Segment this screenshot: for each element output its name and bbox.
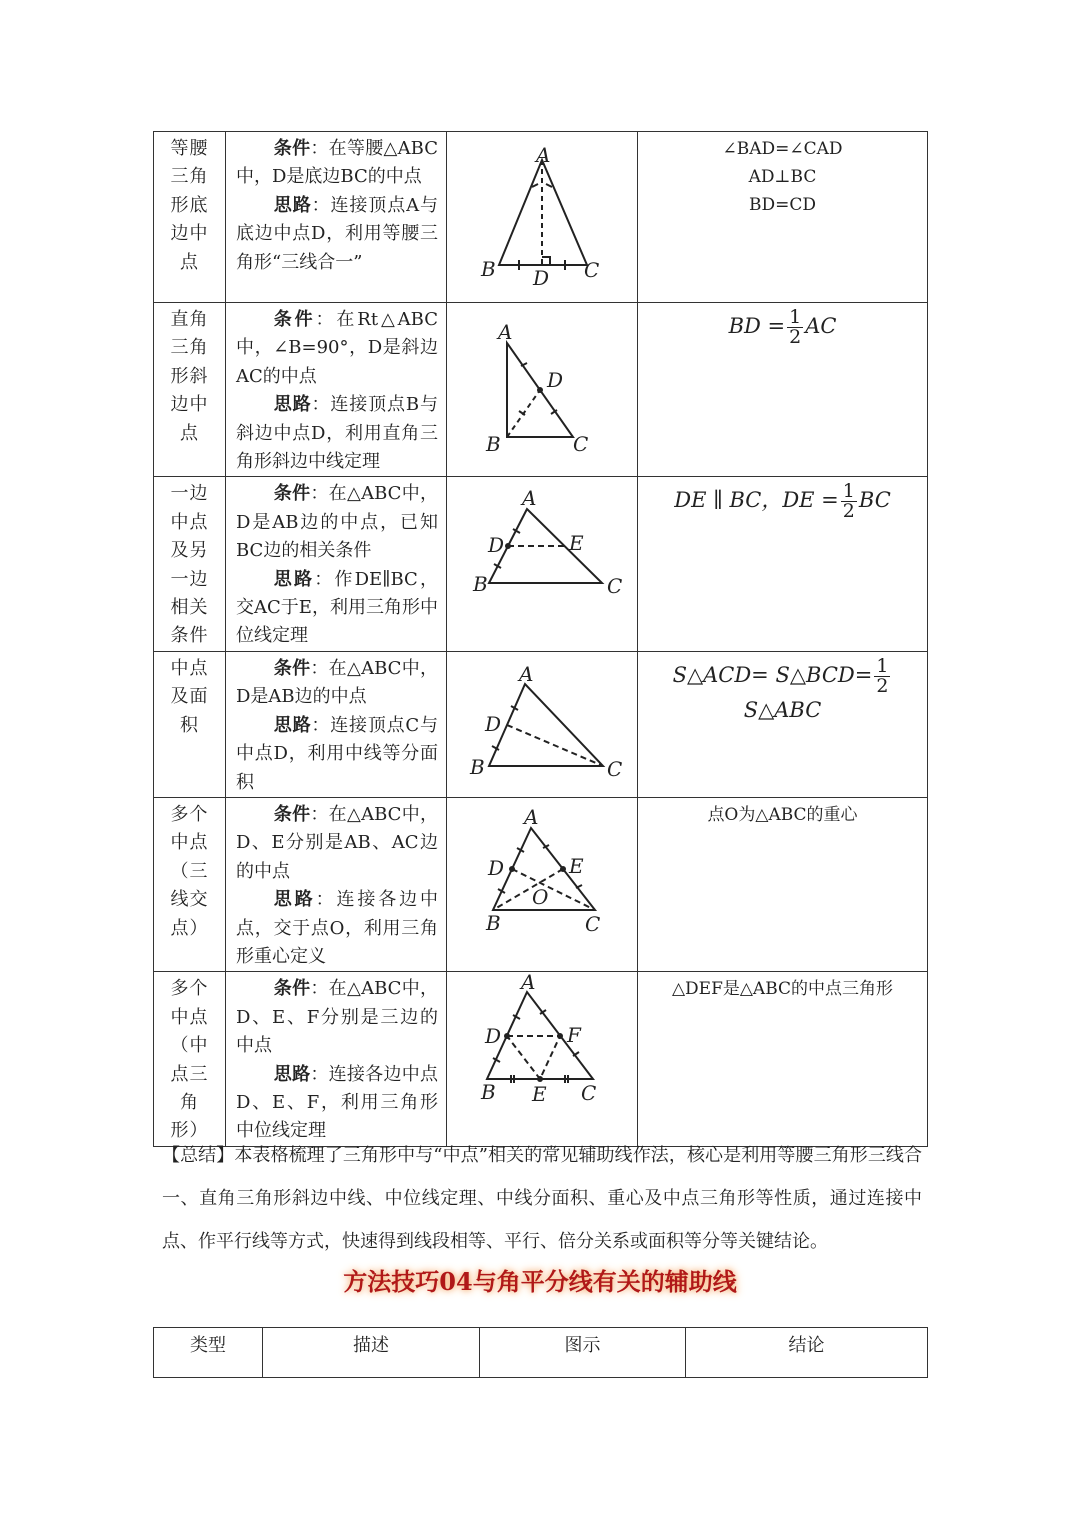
conclusion-cell (638, 797, 928, 971)
condition-text: ：在△ABC中，D、E、F分别是三边的中点 (236, 978, 438, 1057)
vertex-label-c: C (607, 756, 623, 781)
formula-lhs: DE ∥ BC，DE = (674, 488, 839, 513)
vertex-label-a: A (522, 486, 537, 511)
vertex-label-c: C (607, 574, 623, 599)
figure-cell (447, 797, 638, 971)
conclusion-line: BD=CD (748, 195, 816, 215)
description-cell (226, 972, 447, 1146)
centroid-figure (447, 798, 638, 968)
angle-bisector-table (153, 1327, 928, 1378)
description-cell (226, 797, 447, 971)
table-row (154, 972, 928, 1146)
fraction (841, 482, 857, 521)
formula-rhs: S△ABC (743, 697, 822, 722)
condition-label: 条件 (273, 138, 311, 159)
idea-label: 思路 (273, 714, 312, 736)
conclusion-cell (638, 132, 928, 303)
type-cell (154, 797, 226, 971)
fraction (787, 308, 803, 347)
vertex-label-e: E (569, 853, 584, 878)
vertex-label-d: D (488, 855, 505, 880)
column-header-type: 类型 (154, 1328, 263, 1378)
conclusion-line: 点O为△ABC的重心 (707, 804, 858, 825)
vertex-label-d: D (485, 711, 502, 736)
vertex-label-b: B (470, 754, 485, 779)
idea-label: 思路 (273, 194, 312, 216)
table-row (154, 303, 928, 477)
centroid-label-o: O (532, 884, 549, 909)
summary-paragraph: 【总结】本表格梳理了三角形中与“中点”相关的常见辅助线作法，核心是利用等腰三角形三线合一、直角三角形斜边中线、中位线定理、中线分面积、重心及中点三角形等性质，通过连接中点、作平行线等方式，快速得到线段相等、平行、倍分关系或面积等分等关键结论。 (162, 1145, 922, 1252)
type-cell (154, 303, 226, 477)
type-cell (154, 477, 226, 651)
idea-text: ：连接顶点C与中点D，利用中线等分面积 (236, 714, 438, 793)
type-text: 多个中点（三线交点） (170, 803, 209, 939)
type-text: 多个中点（中点三角形） (170, 978, 209, 1142)
idea-text: ：作DE∥BC，交AC于E，利用三角形中位线定理 (236, 568, 438, 647)
type-text: 等腰三角形底边中点 (170, 138, 209, 273)
description-cell (226, 132, 447, 303)
type-cell (154, 651, 226, 797)
idea-text: ：连接各边中点D、E、F，利用三角形中位线定理 (236, 1063, 439, 1142)
vertex-label-a: A (521, 972, 536, 995)
table-header-row (154, 1328, 928, 1378)
idea-text: ：连接各边中点，交于点O，利用三角形重心定义 (236, 889, 439, 967)
condition-text: ：在Rt△ABC中，∠B=90°，D是斜边AC的中点 (236, 309, 438, 387)
figure-cell (447, 132, 638, 303)
fraction-denominator: 2 (789, 326, 802, 348)
fraction-numerator: 1 (842, 480, 855, 503)
figure-cell (447, 477, 638, 651)
vertex-label-b: B (486, 910, 501, 935)
condition-label: 条件 (273, 309, 316, 330)
median-area-figure (447, 652, 638, 793)
vertex-label-b: B (473, 572, 488, 597)
formula-lhs: S△ACD= S△BCD= (672, 662, 873, 687)
section-title: 方法技巧04与角平分线有关的辅助线 (343, 1267, 737, 1296)
figure-cell (447, 651, 638, 797)
type-text: 直角三角形斜边中点 (170, 309, 209, 444)
right-triangle-figure (447, 303, 638, 473)
column-header-conclusion: 结论 (686, 1328, 928, 1378)
isosceles-triangle-figure (447, 132, 638, 302)
vertex-label-f: F (567, 1023, 581, 1048)
type-cell (154, 132, 226, 303)
idea-label: 思路 (273, 1063, 311, 1085)
fraction (874, 654, 890, 697)
condition-label: 条件 (273, 483, 311, 505)
figure-cell (447, 303, 638, 477)
midpoint-auxiliary-line-table (153, 131, 928, 1147)
vertex-label-c: C (581, 1081, 597, 1106)
fraction-denominator: 2 (876, 674, 889, 697)
description-cell (226, 303, 447, 477)
idea-label: 思路 (273, 568, 315, 590)
midline-figure (447, 477, 638, 647)
condition-label: 条件 (273, 657, 311, 679)
condition-text: ：在△ABC中，D、E分别是AB、AC边的中点 (236, 803, 438, 882)
vertex-label-e: E (569, 531, 584, 556)
vertex-label-a: A (524, 804, 539, 829)
column-header-figure: 图示 (480, 1328, 686, 1378)
formula-lhs: BD = (728, 314, 786, 338)
formula-rhs: BC (858, 488, 891, 513)
vertex-label-c: C (585, 911, 601, 936)
condition-text: ：在等腰△ABC中，D是底边BC的中点 (236, 138, 438, 188)
idea-text: ：连接顶点B与斜边中点D，利用直角三角形斜边中线定理 (236, 394, 439, 473)
vertex-label-a: A (498, 320, 513, 344)
table-row (154, 797, 928, 971)
vertex-label-a: A (536, 143, 551, 167)
conclusion-line: AD⊥BC (748, 167, 817, 187)
condition-text: ：在△ABC中，D是AB边的中点，已知BC边的相关条件 (236, 483, 438, 562)
type-cell (154, 972, 226, 1146)
conclusion-line: ∠BAD=∠CAD (722, 139, 843, 159)
fraction-numerator: 1 (789, 306, 802, 328)
conclusion-line: △DEF是△ABC的中点三角形 (671, 979, 894, 1000)
idea-label: 思路 (273, 889, 316, 911)
conclusion-cell (638, 477, 928, 651)
idea-label: 思路 (273, 394, 312, 416)
conclusion-formula (638, 308, 927, 347)
medial-triangle-figure (447, 972, 638, 1142)
vertex-label-d: D (547, 368, 564, 392)
type-text: 一边中点及另一边相关条件 (170, 483, 209, 647)
conclusion-cell (638, 303, 928, 477)
description-cell (226, 651, 447, 797)
condition-label: 条件 (273, 803, 311, 825)
formula-rhs: AC (805, 314, 837, 338)
vertex-label-b: B (481, 1080, 496, 1105)
table-row (154, 477, 928, 651)
figure-cell (447, 972, 638, 1146)
vertex-label-e: E (532, 1082, 547, 1107)
vertex-label-d: D (488, 533, 505, 558)
conclusion-formula (638, 482, 927, 521)
vertex-label-a: A (519, 661, 534, 686)
vertex-label-d: D (485, 1024, 502, 1049)
type-text: 中点及面积 (170, 657, 209, 736)
fraction-denominator: 2 (842, 500, 855, 523)
condition-label: 条件 (273, 978, 311, 1000)
conclusion-cell (638, 651, 928, 797)
table-row (154, 132, 928, 303)
column-header-description: 描述 (263, 1328, 480, 1378)
table-row (154, 651, 928, 797)
vertex-label-d: D (533, 266, 550, 290)
vertex-label-b: B (481, 257, 496, 281)
fraction-numerator: 1 (876, 654, 889, 677)
vertex-label-c: C (573, 432, 589, 456)
vertex-label-b: B (486, 432, 501, 456)
condition-text: ：在△ABC中，D是AB边的中点 (236, 657, 438, 708)
vertex-label-c: C (584, 258, 600, 282)
conclusion-formula (638, 654, 927, 724)
conclusion-cell (638, 972, 928, 1146)
idea-text: ：连接顶点A与底边中点D，利用等腰三角形“三线合一” (236, 194, 439, 273)
description-cell (226, 477, 447, 651)
